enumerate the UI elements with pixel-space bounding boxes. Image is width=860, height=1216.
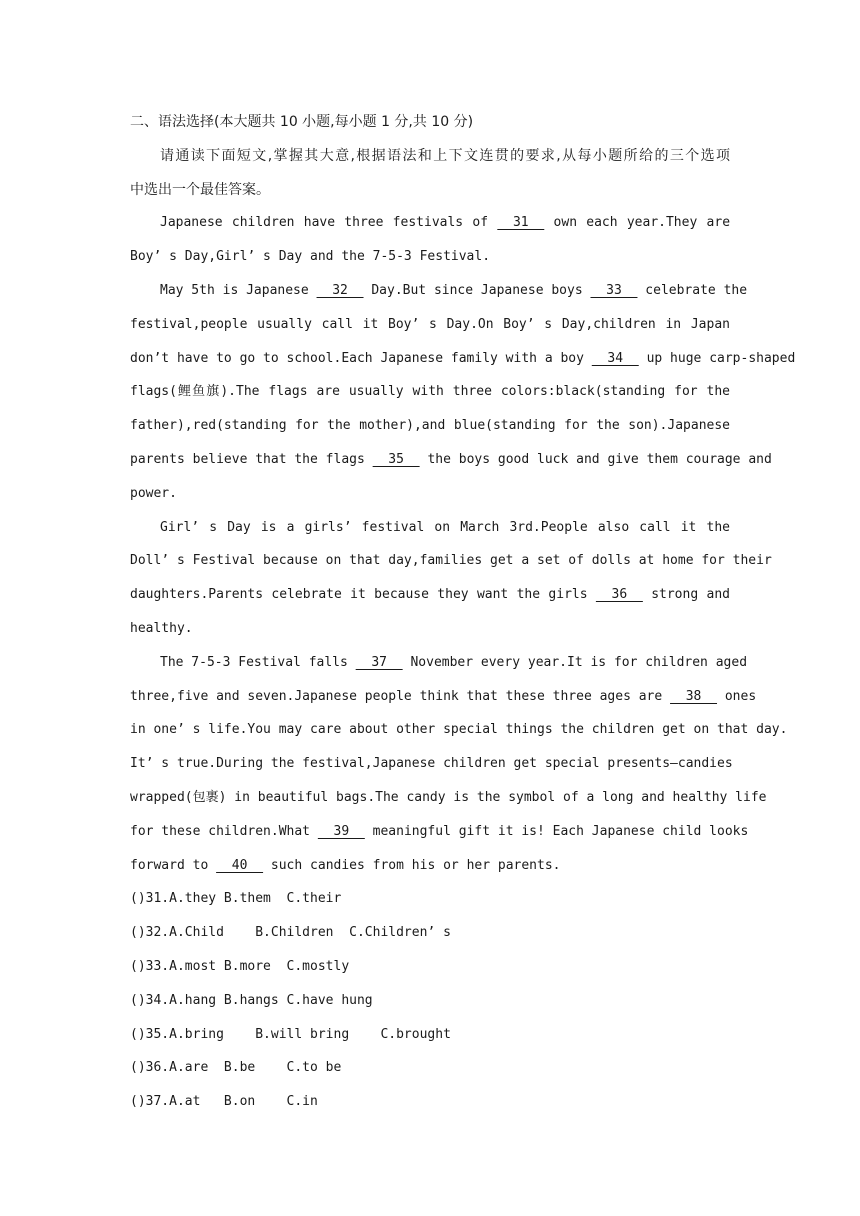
option-line-36: ()36.A.are B.be C.to be: [130, 1060, 342, 1076]
passage-line: flags(鲤鱼旗).The flags are usually with three colors:black(standing for the: [130, 384, 730, 400]
passage-text: November every year.It is for children aged: [410, 654, 748, 670]
passage-text: May 5th is Japanese: [160, 282, 309, 298]
blank-32: 32: [316, 282, 364, 298]
blank-40: 40: [216, 857, 264, 873]
passage-line: [130, 211, 730, 245]
option-line-35: ()35.A.bring B.will bring C.brought: [130, 1026, 451, 1042]
option-line-37: ()37.A.at B.on C.in: [130, 1094, 318, 1110]
passage-line: [130, 583, 730, 617]
passage-line: wrapped(包裹) in beautiful bags.The candy is the symbol of a long and healthy life: [130, 789, 767, 805]
blank-36: 36: [595, 587, 643, 603]
passage-line: [130, 651, 748, 685]
passage-text: The 7-5-3 Festival falls: [160, 654, 348, 670]
passage-text: Japanese children have three festivals of: [160, 215, 489, 231]
blank-37: 37: [355, 654, 403, 670]
passage-text: the boys good luck and give them courage and: [427, 451, 772, 467]
passage-line: father),red(standing for the mother),and blue(standing for the son).Japanese: [130, 418, 730, 434]
passage-line: Girl’ s Day is a girls’ festival on March 3rd.People also call it the: [160, 519, 730, 535]
passage-line: power.: [130, 485, 177, 501]
passage-text: such candies from his or her parents.: [270, 857, 561, 873]
passage-text: three,five and seven.Japanese people think that these three ages are: [130, 688, 663, 704]
passage-text: celebrate the: [645, 282, 748, 298]
passage-text: Day.But since Japanese boys: [371, 282, 583, 298]
passage-line: [130, 279, 748, 313]
blank-39: 39: [317, 823, 365, 839]
passage-line: in one’ s life.You may care about other special things the children get on that day.: [130, 722, 788, 738]
passage-line: [130, 448, 772, 482]
passage-line: It’ s true.During the festival,Japanese children get special presents—candies: [130, 756, 733, 772]
passage-line: [130, 854, 730, 888]
passage-text: parents believe that the flags: [130, 451, 365, 467]
passage-text: up huge carp-shaped: [646, 350, 796, 366]
blank-34: 34: [591, 350, 639, 366]
blank-38: 38: [670, 688, 718, 704]
instruction-line-1: 请通读下面短文,掌握其大意,根据语法和上下文连贯的要求,从每小题所给的三个选项: [160, 147, 730, 164]
option-line-32: ()32.A.Child B.Children C.Children’ s: [130, 925, 451, 941]
passage-line: Doll’ s Festival because on that day,families get a set of dolls at home for their: [130, 553, 772, 569]
blank-33: 33: [590, 282, 638, 298]
passage-text: forward to: [130, 857, 209, 873]
blank-31: 31: [497, 215, 545, 231]
passage-text: meaningful gift it is! Each Japanese child looks: [372, 823, 749, 839]
document-content: [130, 110, 796, 1124]
passage-line: healthy.: [130, 620, 193, 636]
passage-text: strong and: [651, 587, 730, 603]
passage-text: daughters.Parents celebrate it because they want the girls: [130, 587, 588, 603]
passage-line: festival,people usually call it Boy’ s Day.On Boy’ s Day,children in Japan: [130, 316, 730, 332]
passage-text: own each year.They are: [553, 215, 731, 231]
passage-text: for these children.What: [130, 823, 311, 839]
option-line-33: ()33.A.most B.more C.mostly: [130, 958, 350, 974]
passage-line: Boy’ s Day,Girl’ s Day and the 7-5-3 Festival.: [130, 249, 491, 265]
passage-text: ones: [724, 688, 757, 704]
passage-line: [130, 685, 757, 719]
section-heading: 二、语法选择(本大题共 10 小题,每小题 1 分,共 10 分): [130, 114, 474, 130]
passage-text: don’t have to go to school.Each Japanese family with a boy: [130, 350, 584, 366]
blank-35: 35: [372, 451, 420, 467]
option-line-34: ()34.A.hang B.hangs C.have hung: [130, 992, 373, 1008]
passage-line: [130, 820, 749, 854]
option-line-31: ()31.A.they B.them C.their: [130, 891, 342, 907]
passage-line: [130, 347, 796, 381]
instruction-line-2: 中选出一个最佳答案。: [130, 181, 270, 198]
